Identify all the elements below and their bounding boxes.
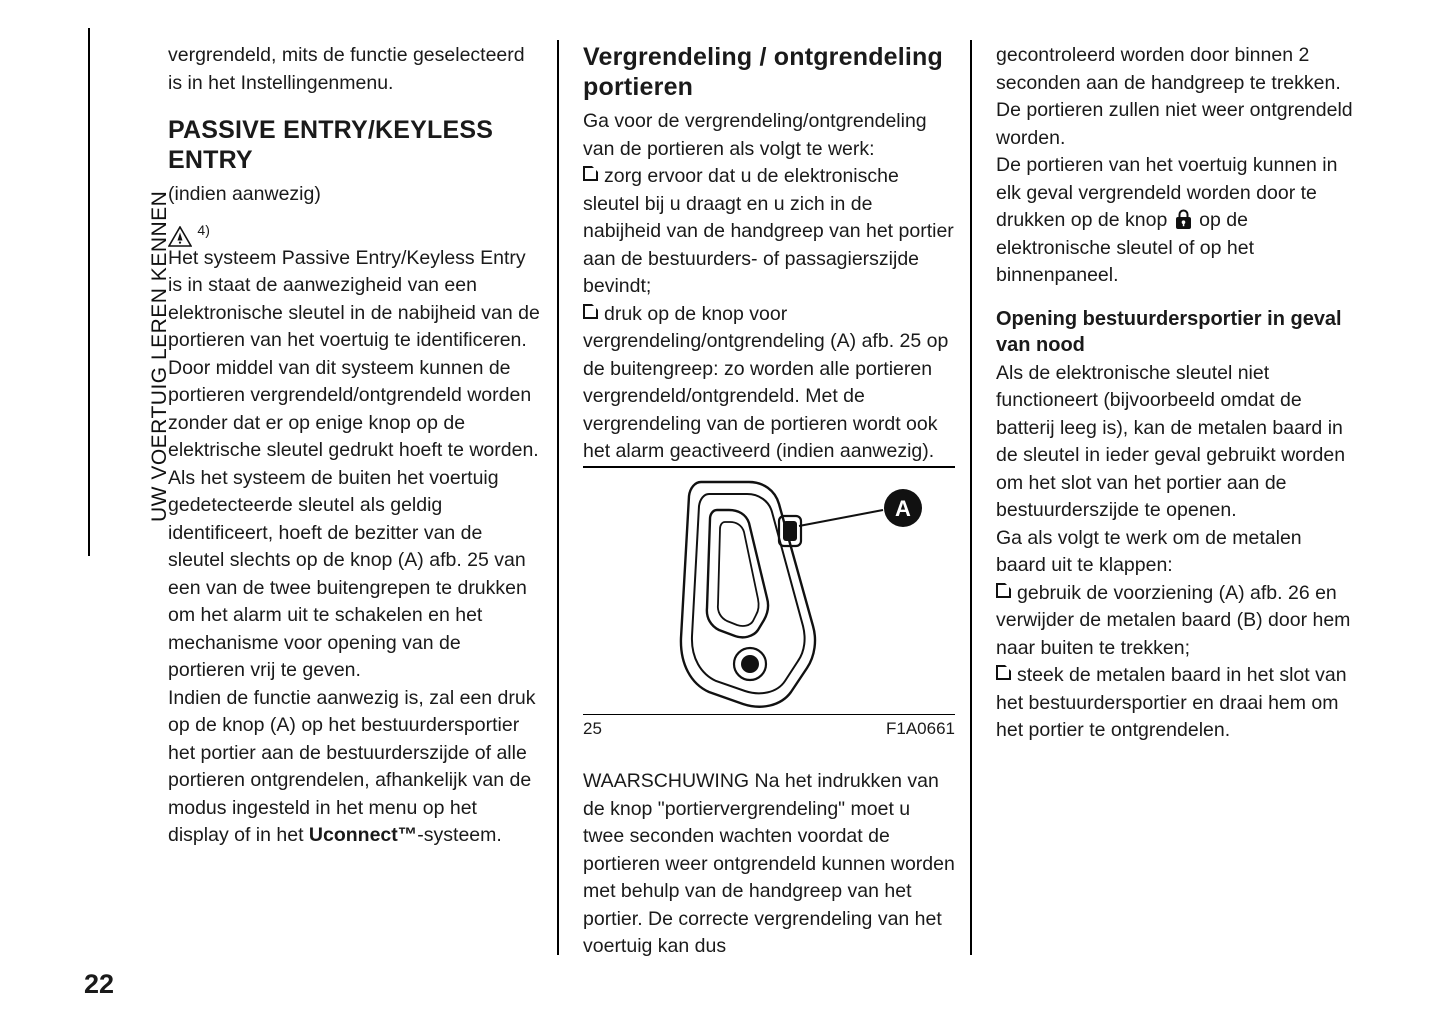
lock-icon xyxy=(1175,209,1192,230)
right-bullet-2 xyxy=(996,662,1354,745)
left-paragraph-1: Het systeem Passive Entry/Keyless Entry is in staat de aanwezigheid van een elektronische sleutel in de nabijheid van de portieren van het voertuig te identificeren. xyxy=(168,246,540,351)
footnote-reference: 4) xyxy=(197,221,210,238)
left-paragraph-4 xyxy=(168,685,540,850)
left-paragraph-2: Door middel van dit systeem kunnen de portieren vergrendeld/ontgrendeld worden zonder dat er op enige knop op de elektrische sleutel gedrukt hoeft te worden. xyxy=(168,356,539,461)
right-bullet-1-text: gebruik de voorziening (A) afb. 26 en verwijder de metalen baard (B) door hem naar buiten te trekken; xyxy=(996,581,1351,659)
left-subnote: (indien aanwezig) xyxy=(168,183,321,205)
warning-text: WAARSCHUWING Na het indrukken van de knop "portiervergrendeling" moet u twee seconden wachten voordat de portieren weer ontgrendeld kunnen worden met behulp van de handgreep van het portier. De correcte vergrendeling van het voertuig kan dus xyxy=(583,770,955,957)
middle-warning-block xyxy=(583,768,955,961)
middle-bullet-1-text: zorg ervoor dat u de elektronische sleutel bij u draagt en u zich in de nabijheid van de handgreep van het portier aan de bestuurders- of passagierszijde bevindt; xyxy=(583,165,954,297)
warning-footnote-row xyxy=(168,217,540,243)
right-paragraph-2-part2: op de elektronische sleutel of op het binnenpaneel. xyxy=(996,209,1254,286)
square-bullet-icon xyxy=(996,665,1011,680)
figure-caption xyxy=(583,715,955,749)
left-paragraph-4-part1: Indien de functie aanwezig is, zal een druk op de knop (A) op het bestuurdersportier het portier aan de bestuurderszijde of alle portieren ontgrendelen, afhankelijk van de modus ingesteld in het menu op het display of in het xyxy=(168,686,536,846)
left-paragraph-4-part2: -systeem. xyxy=(417,824,502,846)
right-paragraph-2-part1: De portieren van het voertuig kunnen in elk geval vergrendeld worden door te drukken op de knop xyxy=(996,154,1338,231)
page-number: 22 xyxy=(84,969,115,999)
middle-paragraph-1: Ga voor de vergrendeling/ontgrendeling van de portieren als volgt te werk: xyxy=(583,110,927,160)
middle-bullet-2-text: druk op de knop voor vergrendeling/ontgrendeling (A) afb. 25 op de buitengreep: zo worden alle portieren vergrendeld/ontgrendeld. Met de vergrendeling van de portieren wordt ook het alarm geactiveerd (indien aanwezig). xyxy=(583,302,949,462)
section-heading-emergency-opening: Opening bestuurdersportier in geval van nood xyxy=(996,307,1342,356)
figure-25 xyxy=(583,466,955,749)
middle-bullet-2 xyxy=(583,301,955,466)
svg-text:A: A xyxy=(895,495,911,521)
section-heading-lock-unlock: Vergrendeling / ontgrendeling portieren xyxy=(583,43,943,101)
right-paragraph-3: Als de elektronische sleutel niet functioneert (bijvoorbeeld omdat de batterij leeg is), kan de metalen baard in de sleutel in ieder geval gebruikt worden om het slot van het portier aan de bestuurderszijde te openen. xyxy=(996,361,1346,521)
square-bullet-icon xyxy=(996,583,1011,598)
column-divider-1 xyxy=(557,40,559,955)
warning-triangle-icon xyxy=(168,226,192,247)
figure-image xyxy=(583,468,955,714)
section-heading-passive-entry: PASSIVE ENTRY/KEYLESS ENTRY xyxy=(168,116,494,174)
square-bullet-icon xyxy=(583,304,598,319)
square-bullet-icon xyxy=(583,166,598,181)
right-bullet-2-text: steek de metalen baard in het slot van het bestuurdersportier en draai hem om het portier te ontgrendelen. xyxy=(996,664,1347,741)
figure-code: F1A0661 xyxy=(886,719,955,738)
right-paragraph-4: Ga als volgt te werk om de metalen baard uit te klappen: xyxy=(996,526,1302,576)
right-paragraph-1: gecontroleerd worden door binnen 2 seconden aan de handgreep te trekken. De portieren zullen niet weer ontgrendeld worden. xyxy=(996,44,1353,149)
left-continued-text: vergrendeld, mits de functie geselecteerd is in het Instellingenmenu. xyxy=(168,44,525,94)
uconnect-trademark: Uconnect™ xyxy=(308,824,418,846)
column-divider-2 xyxy=(970,40,972,955)
right-paragraph-2 xyxy=(996,152,1354,290)
column-right xyxy=(996,42,1354,745)
column-left xyxy=(168,42,540,850)
left-paragraph-3: Als het systeem de buiten het voertuig gedetecteerde sleutel als geldig identificeert, hoeft de bezitter van de sleutel slechts op de knop (A) afb. 25 van een van de twee buitengrepen te drukken om het alarm uit te schakelen en het mechanisme voor opening van de portieren vrij te geven. xyxy=(168,466,527,681)
column-middle xyxy=(583,42,955,466)
right-bullet-1 xyxy=(996,580,1354,663)
chapter-label: UW VOERTUIG LEREN KENNEN xyxy=(148,190,171,522)
figure-number: 25 xyxy=(583,719,602,738)
middle-bullet-1 xyxy=(583,163,955,301)
chapter-tab xyxy=(60,0,171,560)
